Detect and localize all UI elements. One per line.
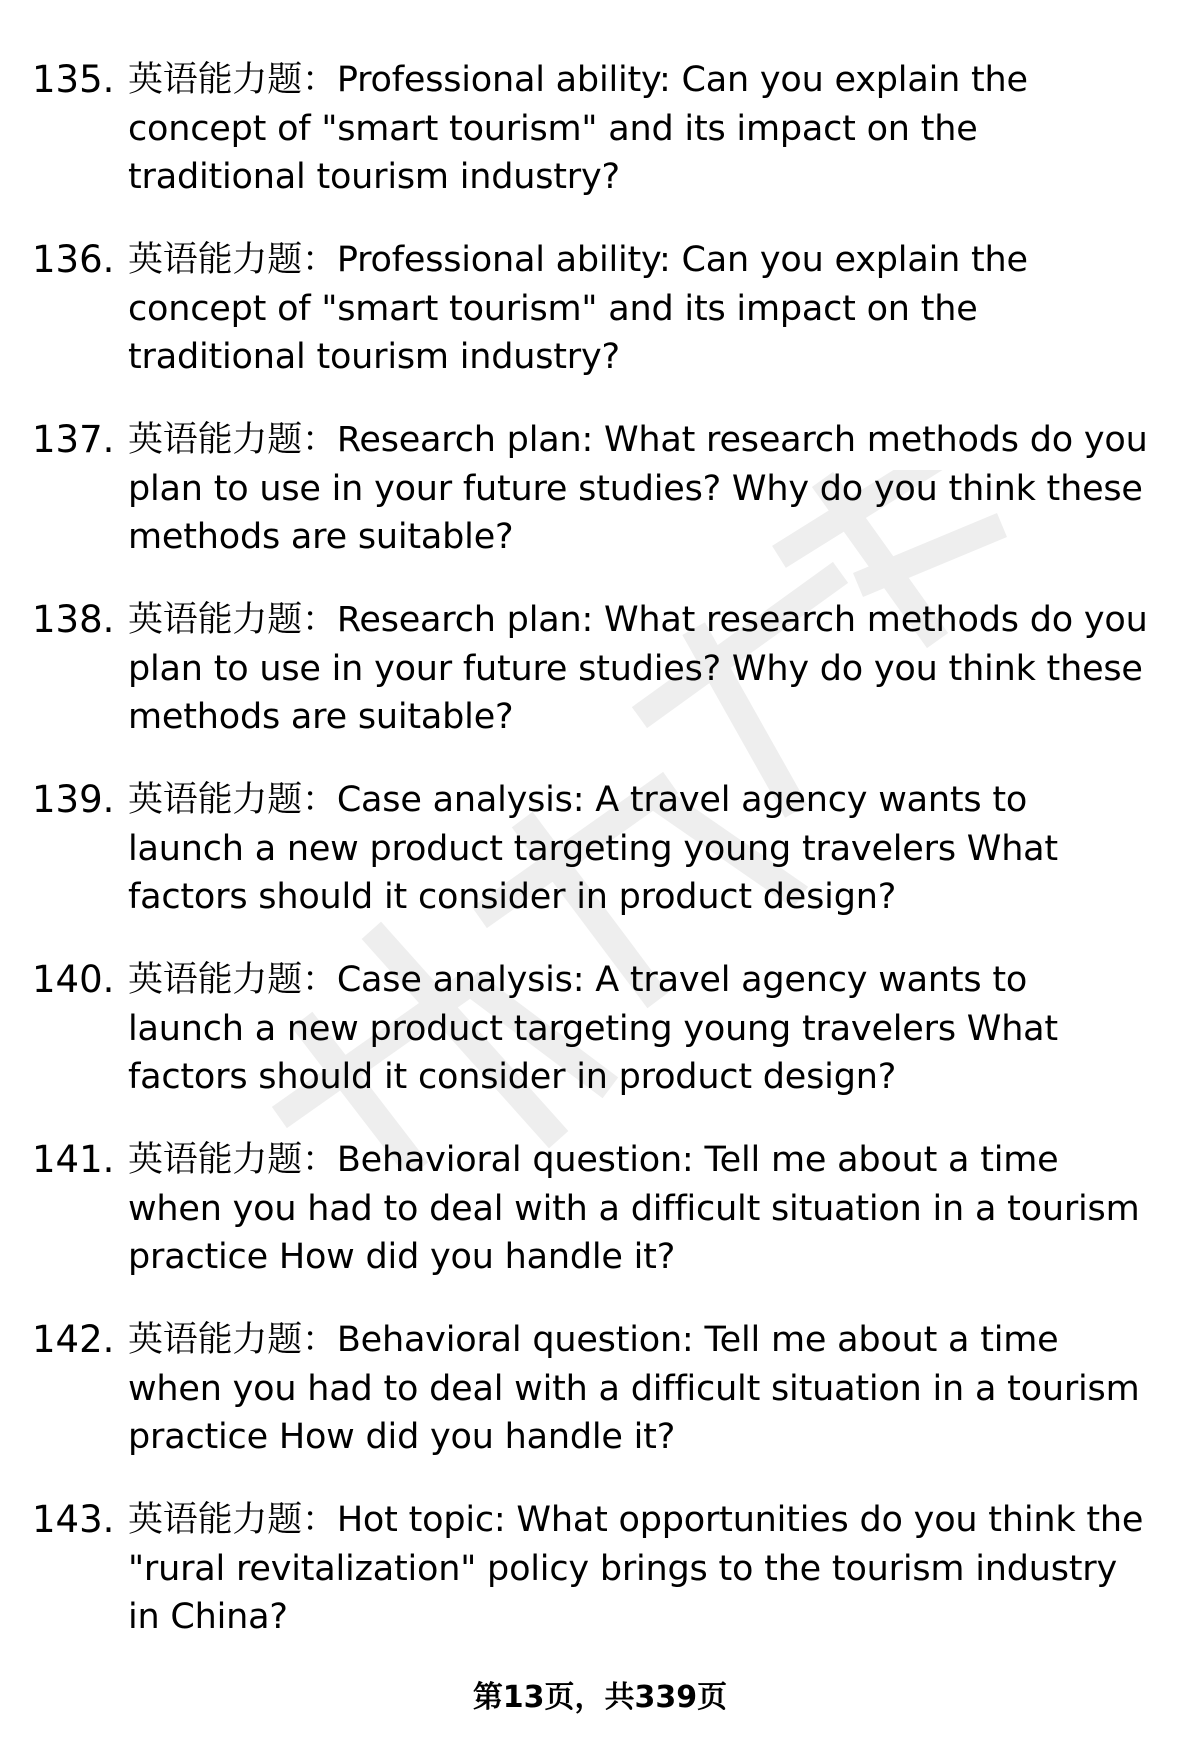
question-number: 142.: [32, 1318, 115, 1361]
question-item-137: [0, 416, 1200, 566]
question-item-140: [0, 956, 1200, 1106]
question-number: 136.: [32, 238, 115, 281]
question-category: 英语能力题：: [128, 1320, 337, 1360]
question-item-135: [0, 56, 1200, 206]
question-item-138: [0, 596, 1200, 746]
question-text: [128, 776, 1148, 922]
question-text: [128, 236, 1148, 382]
question-number: 138.: [32, 598, 115, 641]
question-number: 137.: [32, 418, 115, 461]
page-number-footer: 第13页，共339页: [472, 1680, 728, 1715]
question-body: Behavioral question: Tell me about a time when you had to deal with a difficult situation in a tourism practice How did you handle it?: [128, 1140, 1140, 1277]
question-category: 英语能力题：: [128, 960, 337, 1000]
question-text: [128, 56, 1148, 202]
question-body: Research plan: What research methods do you plan to use in your future studies? Why do you think these methods are suitable?: [128, 600, 1148, 737]
question-item-143: [0, 1496, 1200, 1646]
question-category: 英语能力题：: [128, 600, 337, 640]
question-item-136: [0, 236, 1200, 386]
question-category: 英语能力题：: [128, 1500, 337, 1540]
question-text: [128, 1136, 1148, 1282]
question-number: 139.: [32, 778, 115, 821]
question-item-141: [0, 1136, 1200, 1286]
question-item-139: [0, 776, 1200, 926]
question-category: 英语能力题：: [128, 420, 337, 460]
question-category: 英语能力题：: [128, 780, 337, 820]
question-item-142: [0, 1316, 1200, 1466]
question-body: Professional ability: Can you explain the concept of "smart tourism" and its impact on the traditional tourism industry?: [128, 240, 1028, 377]
question-category: 英语能力题：: [128, 1140, 337, 1180]
question-text: [128, 416, 1148, 562]
question-number: 143.: [32, 1498, 115, 1541]
question-text: [128, 956, 1148, 1102]
question-category: 英语能力题：: [128, 60, 337, 100]
question-body: Research plan: What research methods do you plan to use in your future studies? Why do you think these methods are suitable?: [128, 420, 1148, 557]
question-category: 英语能力题：: [128, 240, 337, 280]
question-body: Behavioral question: Tell me about a time when you had to deal with a difficult situation in a tourism practice How did you handle it?: [128, 1320, 1140, 1457]
question-text: [128, 596, 1148, 742]
question-body: Case analysis: A travel agency wants to launch a new product targeting young travelers What factors should it consider in product design?: [128, 780, 1058, 917]
question-number: 140.: [32, 958, 115, 1001]
question-body: Professional ability: Can you explain the concept of "smart tourism" and its impact on the traditional tourism industry?: [128, 60, 1028, 197]
question-number: 135.: [32, 58, 115, 101]
question-body: Hot topic: What opportunities do you think the "rural revitalization" policy brings to the tourism industry in China?: [128, 1500, 1144, 1637]
question-body: Case analysis: A travel agency wants to launch a new product targeting young travelers What factors should it consider in product design?: [128, 960, 1058, 1097]
question-list: [0, 56, 1200, 1676]
question-number: 141.: [32, 1138, 115, 1181]
question-text: [128, 1496, 1148, 1642]
question-text: [128, 1316, 1148, 1462]
